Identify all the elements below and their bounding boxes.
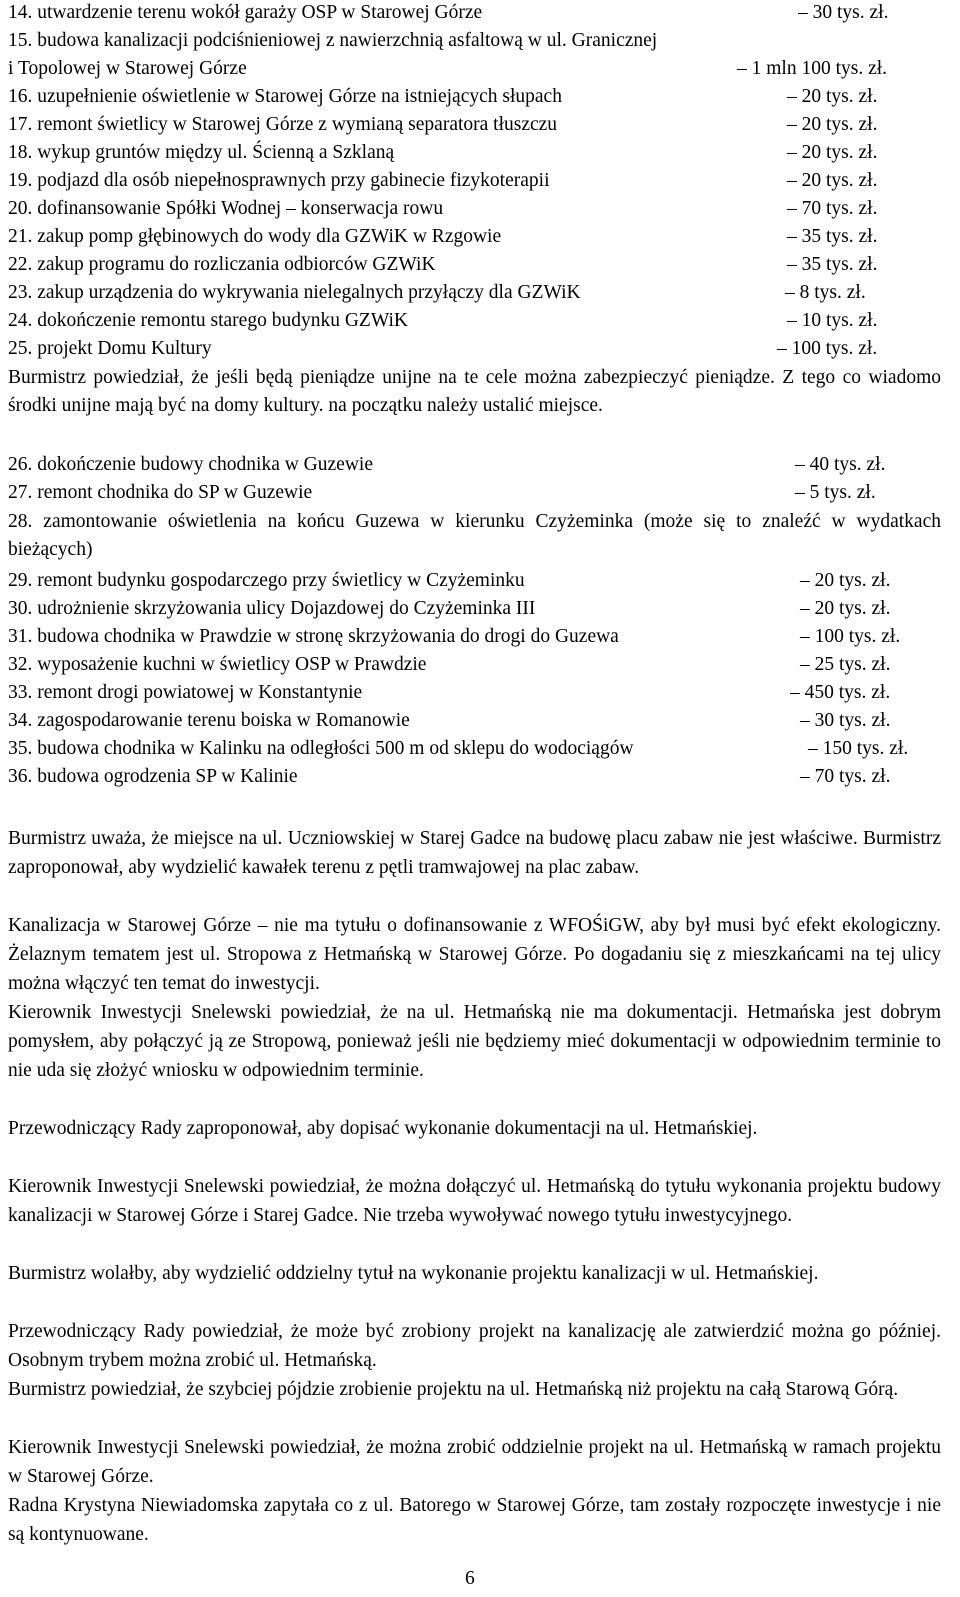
list-item: 31. budowa chodnika w Prawdzie w stronę skrzyżowania do drogi do Guzewa: [8, 626, 619, 647]
comment-paragraph: Burmistrz powiedział, że jeśli będą pieniądze unijne na te cele można zabezpieczyć pieniądze. Z tego co wiadomo środki unijne mają być na domy kultury. na początku należy ustalić miejsce.: [8, 367, 941, 416]
item-amount: – 450 tys. zł.: [790, 682, 891, 703]
list-item: 30. udrożnienie skrzyżowania ulicy Dojazdowej do Czyżeminka III: [8, 598, 536, 619]
comment-paragraph: Kierownik Inwestycji Snelewski powiedział, że można dołączyć ul. Hetmańską do tytułu wykonania projektu budowy kanalizacji w Starowej Górze i Starej Gadce. Nie trzeba wywoływać nowego tytułu inwestycyjnego.: [8, 1176, 941, 1226]
list-item: 23. zakup urządzenia do wykrywania nielegalnych przyłączy dla GZWiK: [8, 282, 581, 303]
item-amount: – 30 tys. zł.: [798, 2, 889, 23]
item-amount: – 10 tys. zł.: [787, 310, 878, 331]
list-item: 22. zakup programu do rozliczania odbiorców GZWiK: [8, 254, 436, 275]
item-amount: – 20 tys. zł.: [787, 114, 878, 135]
list-item: 36. budowa ogrodzenia SP w Kalinie: [8, 766, 298, 787]
list-item: 33. remont drogi powiatowej w Konstantynie: [8, 682, 363, 703]
list-item: 21. zakup pomp głębinowych do wody dla GZWiK w Rzgowie: [8, 226, 502, 247]
list-item: 27. remont chodnika do SP w Guzewie: [8, 482, 313, 503]
list-item: 16. uzupełnienie oświetlenie w Starowej Górze na istniejących słupach: [8, 86, 562, 107]
list-item: 15. budowa kanalizacji podciśnieniowej z nawierzchnią asfaltową w ul. Granicznej: [8, 30, 658, 51]
item-amount: – 35 tys. zł.: [787, 226, 878, 247]
comment-paragraph: Kanalizacja w Starowej Górze – nie ma tytułu o dofinansowanie z WFOŚiGW, aby był musi być efekt ekologiczny. Żelaznym tematem jest ul. Stropowa z Hetmańską w Starowej Górze. Po dogadaniu się z mieszkańcami na tej ulicy można włączyć ten temat do inwestycji.: [8, 915, 941, 994]
item-amount: – 20 tys. zł.: [800, 570, 891, 591]
list-item: i Topolowej w Starowej Górze: [8, 58, 247, 79]
item-amount: – 20 tys. zł.: [787, 142, 878, 163]
item-amount: – 1 mln 100 tys. zł.: [737, 58, 888, 79]
item-amount: – 100 tys. zł.: [800, 626, 901, 647]
comment-paragraph: Kierownik Inwestycji Snelewski powiedział, że można zrobić oddzielnie projekt na ul. Hetmańską w ramach projektu w Starowej Górze.: [8, 1437, 941, 1487]
comment-paragraph: Kierownik Inwestycji Snelewski powiedział, że na ul. Hetmańską nie ma dokumentacji. Hetmańska jest dobrym pomysłem, aby połączyć ją ze Stropową, ponieważ jeśli nie będziemy mieć dokumentacji w odpowiednim terminie to nie uda się złożyć wniosku w odpowiednim terminie.: [8, 1002, 941, 1081]
list-item: 14. utwardzenie terenu wokół garaży OSP w Starowej Górze: [8, 2, 483, 23]
item-amount: – 20 tys. zł.: [800, 598, 891, 619]
list-item: 29. remont budynku gospodarczego przy świetlicy w Czyżeminku: [8, 570, 525, 591]
item-amount: – 150 tys. zł.: [808, 738, 909, 759]
list-item: 19. podjazd dla osób niepełnosprawnych przy gabinecie fizykoterapii: [8, 170, 550, 191]
item-amount: – 25 tys. zł.: [800, 654, 891, 675]
item-amount: – 40 tys. zł.: [795, 454, 886, 475]
list-item: 18. wykup gruntów między ul. Ścienną a Szklaną: [8, 142, 395, 163]
comment-paragraph: Burmistrz powiedział, że szybciej pójdzie zrobienie projektu na ul. Hetmańską niż projektu na całą Starową Górą.: [8, 1379, 899, 1400]
comment-paragraph: Przewodniczący Rady zaproponował, aby dopisać wykonanie dokumentacji na ul. Hetmańskiej.: [8, 1118, 758, 1139]
item-amount: – 5 tys. zł.: [795, 482, 876, 503]
list-item: 35. budowa chodnika w Kalinku na odległości 500 m od sklepu do wodociągów: [8, 738, 634, 759]
item-amount: – 8 tys. zł.: [785, 282, 866, 303]
item-amount: – 70 tys. zł.: [787, 198, 878, 219]
comment-paragraph: Burmistrz wolałby, aby wydzielić oddzielny tytuł na wykonanie projektu kanalizacji w ul. Hetmańskiej.: [8, 1263, 819, 1284]
list-item: 17. remont świetlicy w Starowej Górze z wymianą separatora tłuszczu: [8, 114, 558, 135]
list-item: 32. wyposażenie kuchni w świetlicy OSP w Prawdzie: [8, 654, 427, 675]
list-item: 24. dokończenie remontu starego budynku GZWiK: [8, 310, 408, 331]
item-amount: – 70 tys. zł.: [800, 766, 891, 787]
comment-paragraph: Radna Krystyna Niewiadomska zapytała co z ul. Batorego w Starowej Górze, tam zostały rozpoczęte inwestycje i nie są kontynuowane.: [8, 1495, 941, 1545]
item-amount: – 35 tys. zł.: [787, 254, 878, 275]
item-amount: – 30 tys. zł.: [800, 710, 891, 731]
list-item: 26. dokończenie budowy chodnika w Guzewie: [8, 454, 373, 475]
item-amount: – 20 tys. zł.: [787, 86, 878, 107]
page-number: 6: [465, 1568, 475, 1589]
comment-paragraph: Burmistrz uważa, że miejsce na ul. Uczniowskiej w Starej Gadce na budowę placu zabaw nie jest właściwe. Burmistrz zaproponował, aby wydzielić kawałek terenu z pętli tramwajowej na plac zabaw.: [8, 828, 941, 878]
list-item: 20. dofinansowanie Spółki Wodnej – konserwacja rowu: [8, 198, 444, 219]
item-amount: – 100 tys. zł.: [777, 338, 878, 359]
comment-paragraph: Przewodniczący Rady powiedział, że może być zrobiony projekt na kanalizację ale zatwierdzić można go później. Osobnym trybem można zrobić ul. Hetmańską.: [8, 1321, 941, 1371]
list-item: 28. zamontowanie oświetlenia na końcu Guzewa w kierunku Czyżeminka (może się to znaleźć w wydatkach bieżących): [8, 511, 941, 560]
list-item: 34. zagospodarowanie terenu boiska w Romanowie: [8, 710, 410, 731]
item-amount: – 20 tys. zł.: [787, 170, 878, 191]
list-item: 25. projekt Domu Kultury: [8, 338, 212, 359]
